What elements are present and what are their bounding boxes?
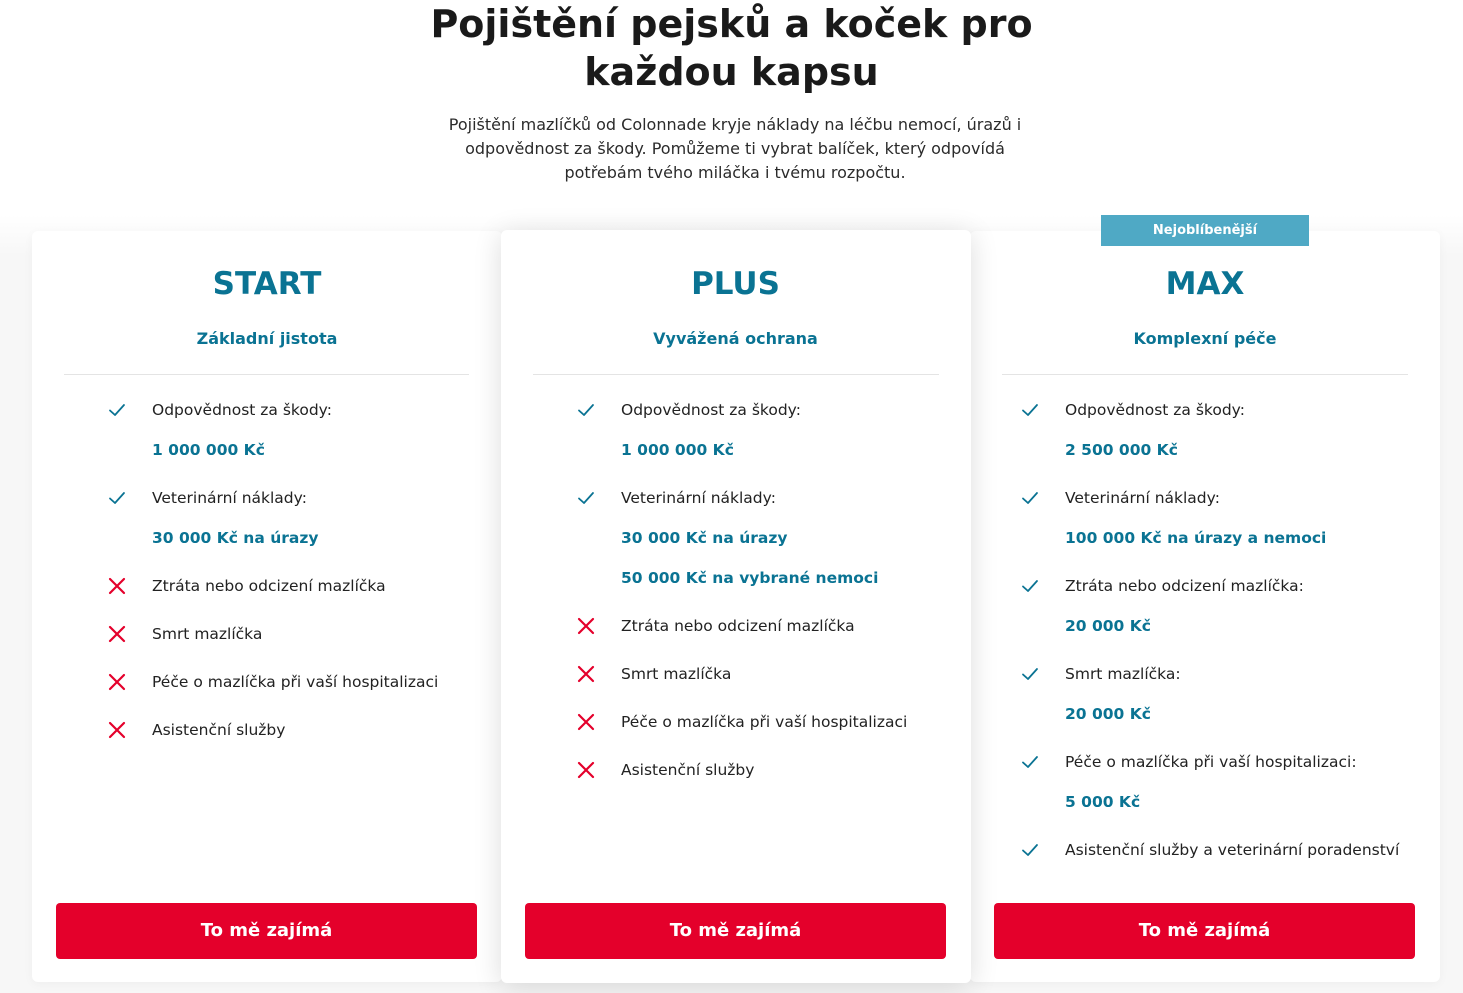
feature-list [107, 396, 487, 764]
feature-item [107, 620, 487, 668]
plan-subtitle: Základní jistota [196, 329, 338, 348]
check-icon [1020, 576, 1040, 596]
feature-item [1020, 484, 1435, 572]
feature-value: 1 000 000 Kč [152, 441, 265, 459]
feature-label: Smrt mazlíčka [621, 665, 732, 683]
feature-item [576, 396, 956, 484]
check-icon [1020, 752, 1040, 772]
feature-label: Ztráta nebo odcizení mazlíčka [621, 617, 855, 635]
check-icon [576, 400, 596, 420]
page-intro-line: odpovědnost za škody. Pomůžeme ti vybrat balíček, který odpovídá [465, 139, 1005, 158]
plan-divider [1002, 374, 1408, 375]
plan-column-start [32, 0, 502, 993]
feature-item [576, 612, 956, 660]
feature-label: Odpovědnost za škody: [1065, 401, 1245, 419]
feature-label: Ztráta nebo odcizení mazlíčka [152, 577, 386, 595]
page-title-line: Pojištění pejsků a koček pro [430, 2, 1033, 46]
feature-item [576, 660, 956, 708]
feature-item [107, 716, 487, 764]
feature-item [107, 484, 487, 572]
interest-button-plus[interactable]: To mě zajímá [525, 903, 946, 959]
plan-column-max [970, 0, 1440, 993]
plan-divider [64, 374, 469, 375]
feature-item [576, 484, 956, 612]
cross-icon [107, 624, 127, 644]
feature-item [1020, 572, 1435, 660]
feature-value: 5 000 Kč [1065, 793, 1141, 811]
cross-icon [576, 712, 596, 732]
feature-label: Veterinární náklady: [152, 489, 307, 507]
feature-item [107, 572, 487, 620]
feature-label: Odpovědnost za škody: [621, 401, 801, 419]
feature-label: Veterinární náklady: [1065, 489, 1220, 507]
feature-item [107, 396, 487, 484]
feature-item [1020, 748, 1435, 836]
feature-item [107, 668, 487, 716]
check-icon [1020, 840, 1040, 860]
plan-name: START [212, 266, 322, 302]
check-icon [1020, 664, 1040, 684]
cross-icon [107, 672, 127, 692]
feature-label: Veterinární náklady: [621, 489, 776, 507]
feature-label: Péče o mazlíčka při vaší hospitalizaci [152, 673, 439, 691]
feature-value: 30 000 Kč na úrazy [621, 529, 788, 547]
cross-icon [576, 616, 596, 636]
feature-value: 30 000 Kč na úrazy [152, 529, 319, 547]
page-intro-line: potřebám tvého miláčka i tvému rozpočtu. [564, 163, 906, 182]
interest-button-max[interactable]: To mě zajímá [994, 903, 1415, 959]
popular-badge: Nejoblíbenější [1101, 215, 1309, 246]
feature-label: Péče o mazlíčka při vaší hospitalizaci [621, 713, 908, 731]
feature-item [1020, 660, 1435, 748]
feature-label: Asistenční služby a veterinární poradenství [1065, 841, 1400, 859]
feature-label: Asistenční služby [152, 721, 286, 739]
check-icon [107, 400, 127, 420]
plan-column-plus [501, 0, 970, 993]
plan-name: PLUS [691, 266, 780, 302]
feature-label: Péče o mazlíčka při vaší hospitalizaci: [1065, 753, 1357, 771]
page-intro-line: Pojištění mazlíčků od Colonnade kryje náklady na léčbu nemocí, úrazů i [448, 115, 1022, 134]
feature-value: 100 000 Kč na úrazy a nemoci [1065, 529, 1327, 547]
feature-value: 20 000 Kč [1065, 617, 1151, 635]
plan-name: MAX [1165, 266, 1245, 302]
feature-item [576, 708, 956, 756]
plan-subtitle: Vyvážená ochrana [653, 329, 818, 348]
feature-value: 1 000 000 Kč [621, 441, 734, 459]
cross-icon [576, 664, 596, 684]
check-icon [1020, 400, 1040, 420]
feature-label: Smrt mazlíčka: [1065, 665, 1181, 683]
cross-icon [107, 720, 127, 740]
feature-list [576, 396, 956, 804]
feature-value: 20 000 Kč [1065, 705, 1151, 723]
feature-label: Odpovědnost za škody: [152, 401, 332, 419]
feature-label: Asistenční služby [621, 761, 755, 779]
cross-icon [576, 760, 596, 780]
check-icon [1020, 488, 1040, 508]
plan-subtitle: Komplexní péče [1133, 329, 1277, 348]
feature-list [1020, 396, 1435, 884]
feature-label: Ztráta nebo odcizení mazlíčka: [1065, 577, 1304, 595]
feature-item [1020, 396, 1435, 484]
feature-item [1020, 836, 1435, 884]
page-title-line: každou kapsu [584, 50, 879, 94]
feature-value: 50 000 Kč na vybrané nemoci [621, 569, 879, 587]
check-icon [576, 488, 596, 508]
feature-label: Smrt mazlíčka [152, 625, 263, 643]
feature-value: 2 500 000 Kč [1065, 441, 1178, 459]
check-icon [107, 488, 127, 508]
cross-icon [107, 576, 127, 596]
plan-divider [533, 374, 939, 375]
feature-item [576, 756, 956, 804]
interest-button-start[interactable]: To mě zajímá [56, 903, 477, 959]
